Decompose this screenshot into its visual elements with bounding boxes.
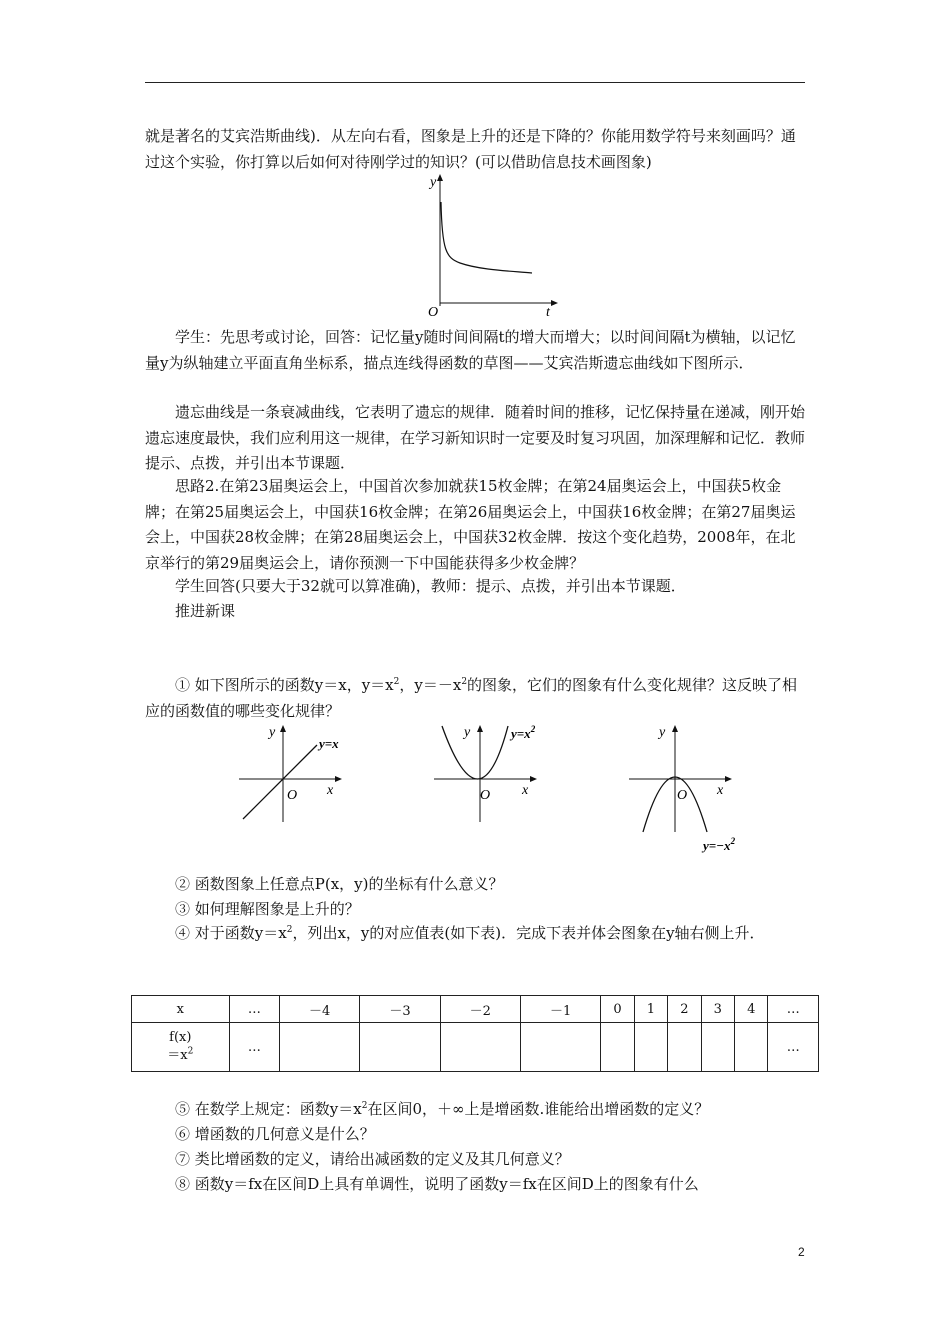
student-answer-2: 学生回答(只要大于32就可以算准确)，教师：提示、点拨，并引出本节课题． [175,577,686,595]
graph-2-label: $y=x^2$ [511,724,536,741]
parabola-up [442,726,508,779]
forgetting-paragraph: 遗忘曲线是一条衰减曲线，它表明了遗忘的规律．随着时间的推移，记忆保持量在递减，刚开始遗忘速度最快，我们应利用这一规律，在学习新知识时一定要及时复习巩固，加深理解和记忆．教师提示、点拨，并引出本节课题． [145,403,806,472]
table-cell: x [132,996,230,1023]
value-table [131,995,819,1072]
question-3: ③ 如何理解图象是上升的？ [175,900,360,918]
table-cell: … [229,996,279,1023]
table-cell-empty[interactable] [734,1023,767,1072]
student-answer-1: 学生：先思考或讨论，回答：记忆量y随时间间隔t的增大而增大；以时间间隔t为横轴，以记忆量y为纵轴建立平面直角坐标系，描点连线得函数的草图——艾宾浩斯遗忘曲线如下图所示． [145,328,796,372]
table-cell: －1 [520,996,600,1023]
line-y-equals-x [243,745,317,819]
table-cell: … [768,996,819,1023]
section-title: 推进新课 [175,602,236,620]
table-cell-empty[interactable] [520,1023,600,1072]
question-5: ⑤ 在数学上规定：函数$y=x^2$在区间0，＋∞上是增函数.谁能给出增函数的定义？ [175,1100,710,1118]
table-cell: －3 [360,996,440,1023]
question-2: ② 函数图象上任意点P(x，y)的坐标有什么意义？ [175,875,504,893]
table-cell: 0 [601,996,634,1023]
svg-text:O: O [287,788,298,803]
forgetting-curve [441,202,532,273]
graph-3-label: $y=-x^2$ [703,836,736,853]
idea2-paragraph: 思路2.在第23届奥运会上，中国首次参加就获15枚金牌；在第24届奥运会上，中国获5枚金牌；在第25届奥运会上，中国获16枚金牌；在第26届奥运会上，中国获16枚金牌；在第27届奥运会上，中国获28枚金牌；在第28届奥运会上，中国获32枚金牌．按这个变化趋势，2008年，在北京举行的第29届奥运会上，请你预测一下中国能获得多少枚金牌？ [145,477,796,572]
row-label-cell: f(x) $=x^2$ [132,1023,230,1072]
table-cell: －4 [280,996,360,1023]
table-cell-empty[interactable] [634,1023,667,1072]
table-cell-empty[interactable] [280,1023,360,1072]
graph-y-equals-x-squared [430,720,560,830]
table-cell: … [768,1023,819,1072]
axis-y-label: y [430,175,437,190]
svg-text:x: x [327,783,334,798]
svg-text:x: x [522,783,529,798]
question-1: ① 如下图所示的函数y＝x，$y=x^2$，$y=-x^2$的图象，它们的图象有什么变化规律？这反映了相应的函数值的哪些变化规律？ [145,676,798,720]
table-cell: 1 [634,996,667,1023]
graph-y-equals-neg-x-squared [625,720,775,860]
table-cell: 3 [701,996,734,1023]
svg-text:y: y [464,725,471,740]
table-cell-empty[interactable] [360,1023,440,1072]
question-8: ⑧ 函数y＝fx在区间D上具有单调性，说明了函数y＝fx在区间D上的图象有什么 [175,1175,699,1193]
svg-text:O: O [677,788,688,803]
table-cell: 4 [734,996,767,1023]
question-4: ④ 对于函数$y=x^2$，列出x，y的对应值表(如下表)．完成下表并体会图象在y轴右侧上升． [175,924,765,942]
table-cell-empty[interactable] [701,1023,734,1072]
question-6: ⑥ 增函数的几何意义是什么？ [175,1125,375,1143]
origin-label: O [428,305,439,320]
svg-text:x: x [717,783,724,798]
graph-1-label: y=x [319,736,339,751]
table-row [132,1023,819,1072]
table-cell: 2 [668,996,701,1023]
table-cell-empty[interactable] [668,1023,701,1072]
svg-text:O: O [480,788,491,803]
svg-text:y: y [659,725,666,740]
table-cell: … [229,1023,279,1072]
table-header-row [132,996,819,1023]
graph-y-equals-x [235,720,365,830]
svg-text:y: y [269,725,276,740]
forgetting-curve-graph [420,170,570,320]
table-cell-empty[interactable] [601,1023,634,1072]
header-rule [145,82,805,83]
axis-x-label: t [546,305,550,320]
page-number: 2 [798,1245,805,1259]
intro-paragraph: 就是著名的艾宾浩斯曲线)．从左向右看，图象是上升的还是下降的？你能用数学符号来刻画吗？通过这个实验，你打算以后如何对待刚学过的知识？(可以借助信息技术画图象) [145,127,796,171]
question-7: ⑦ 类比增函数的定义，请给出减函数的定义及其几何意义？ [175,1150,570,1168]
table-cell-empty[interactable] [440,1023,520,1072]
table-cell: －2 [440,996,520,1023]
